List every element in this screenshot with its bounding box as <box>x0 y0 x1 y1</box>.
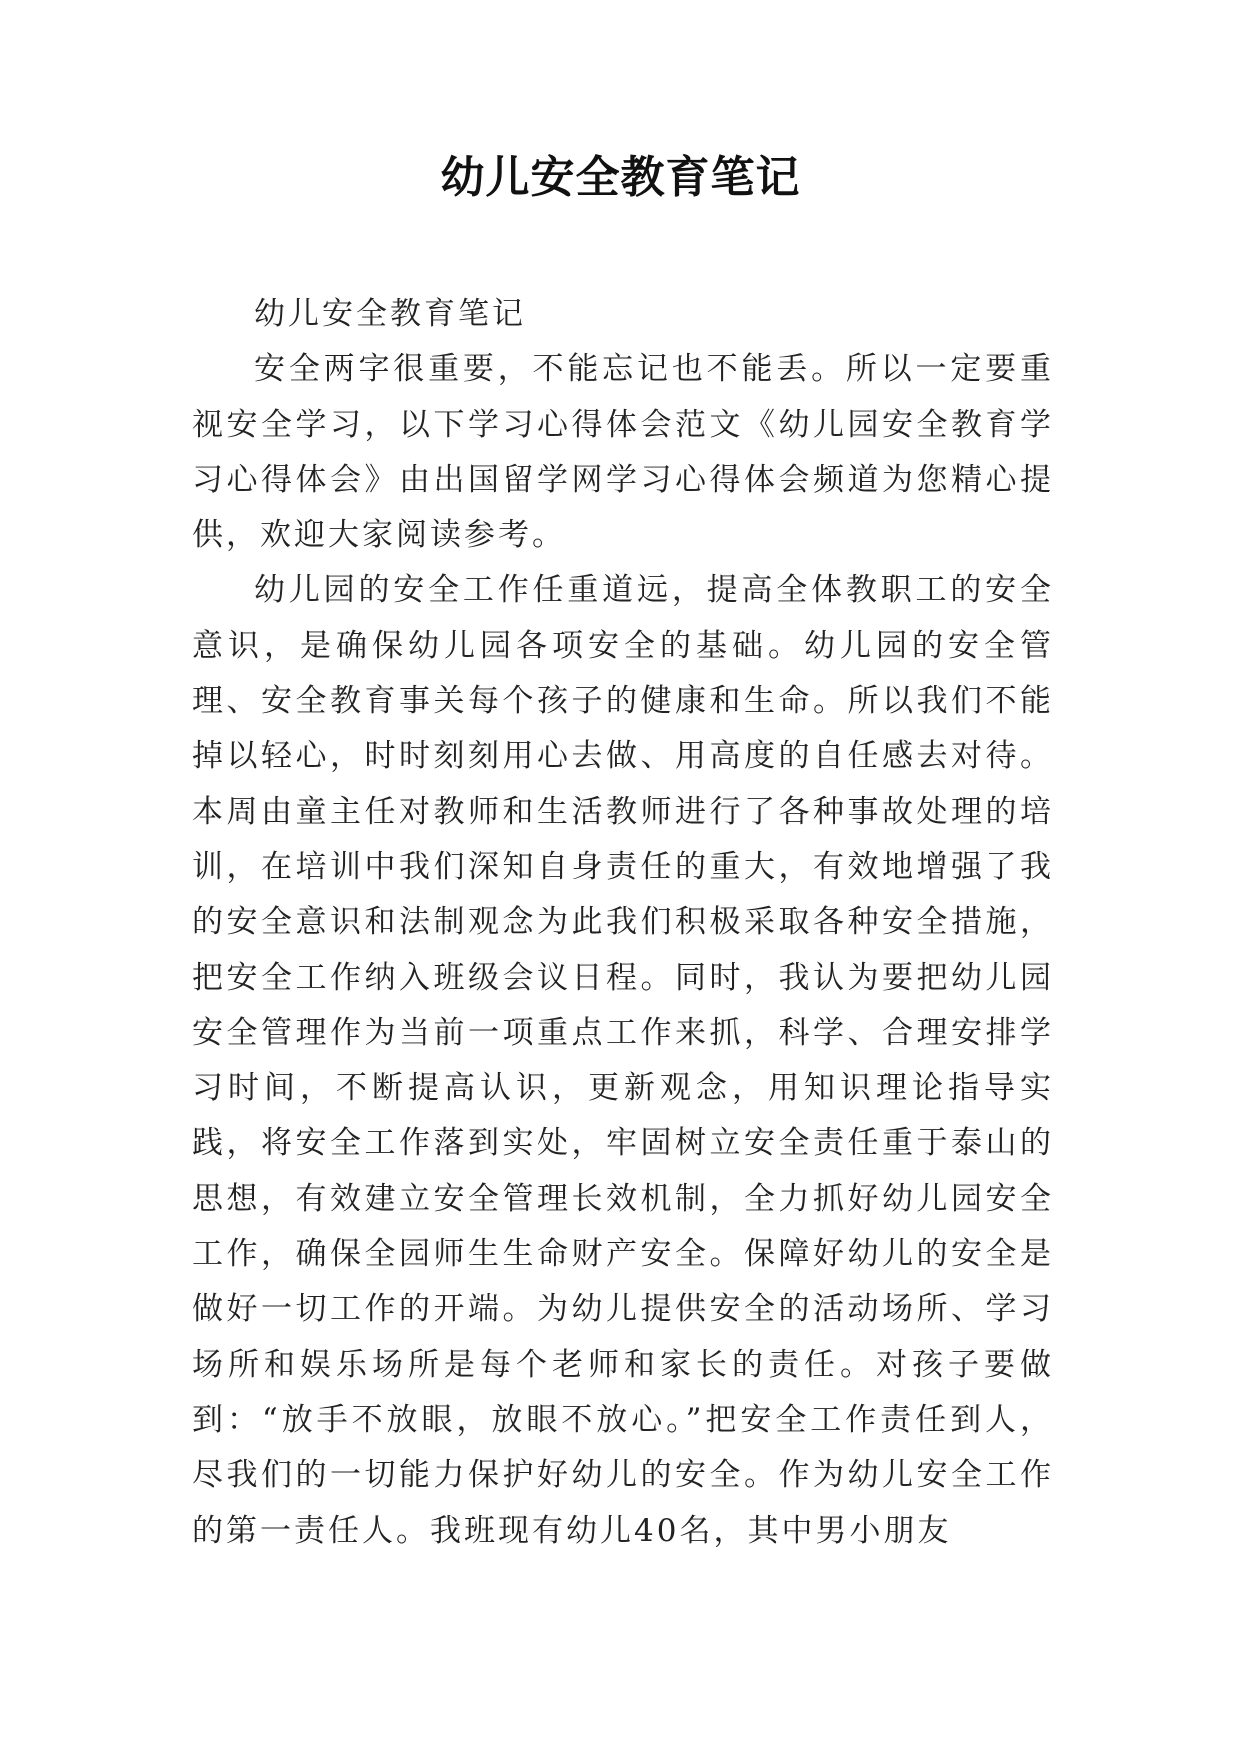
body-paragraph-subtitle: 幼儿安全教育笔记 <box>254 296 526 332</box>
body-paragraph-main: 幼儿园的安全工作任重道远，提高全体教职工的安全意识，是确保幼儿园各项安全的基础。幼儿园的安全管理、安全教育事关每个孩子的健康和生命。所以我们不能掉以轻心，时时刻刻用心去做、用高度的自任感去对待。本周由童主任对教师和生活教师进行了各种事故处理的培训，在培训中我们深知自身责任的重大，有效地增强了我的安全意识和法制观念为此我们积极采取各种安全措施，把安全工作纳入班级会议日程。同时，我认为要把幼儿园安全管理作为当前一项重点工作来抓，科学、合理安排学习时间，不断提高认识，更新观念，用知识理论指导实践，将安全工作落到实处，牢固树立安全责任重于泰山的思想，有效建立安全管理长效机制，全力抓好幼儿园安全工作，确保全园师生生命财产安全。保障好幼儿的安全是做好一切工作的开端。为幼儿提供安全的活动场所、学习场所和娱乐场所是每个老师和家长的责任。对孩子要做到：“放手不放眼，放眼不放心。”把安全工作责任到人，尽我们的一切能力保护好幼儿的安全。作为幼儿安全工作的第一责任人。我班现有幼儿40名，其中男小朋友 <box>192 572 1054 1549</box>
document-body <box>192 287 1054 1559</box>
body-paragraph-intro: 安全两字很重要，不能忘记也不能丢。所以一定要重视安全学习，以下学习心得体会范文《幼儿园安全教育学习心得体会》由出国留学网学习心得体会频道为您精心提供，欢迎大家阅读参考。 <box>192 351 1054 554</box>
document-title: 幼儿安全教育笔记 <box>440 152 801 203</box>
